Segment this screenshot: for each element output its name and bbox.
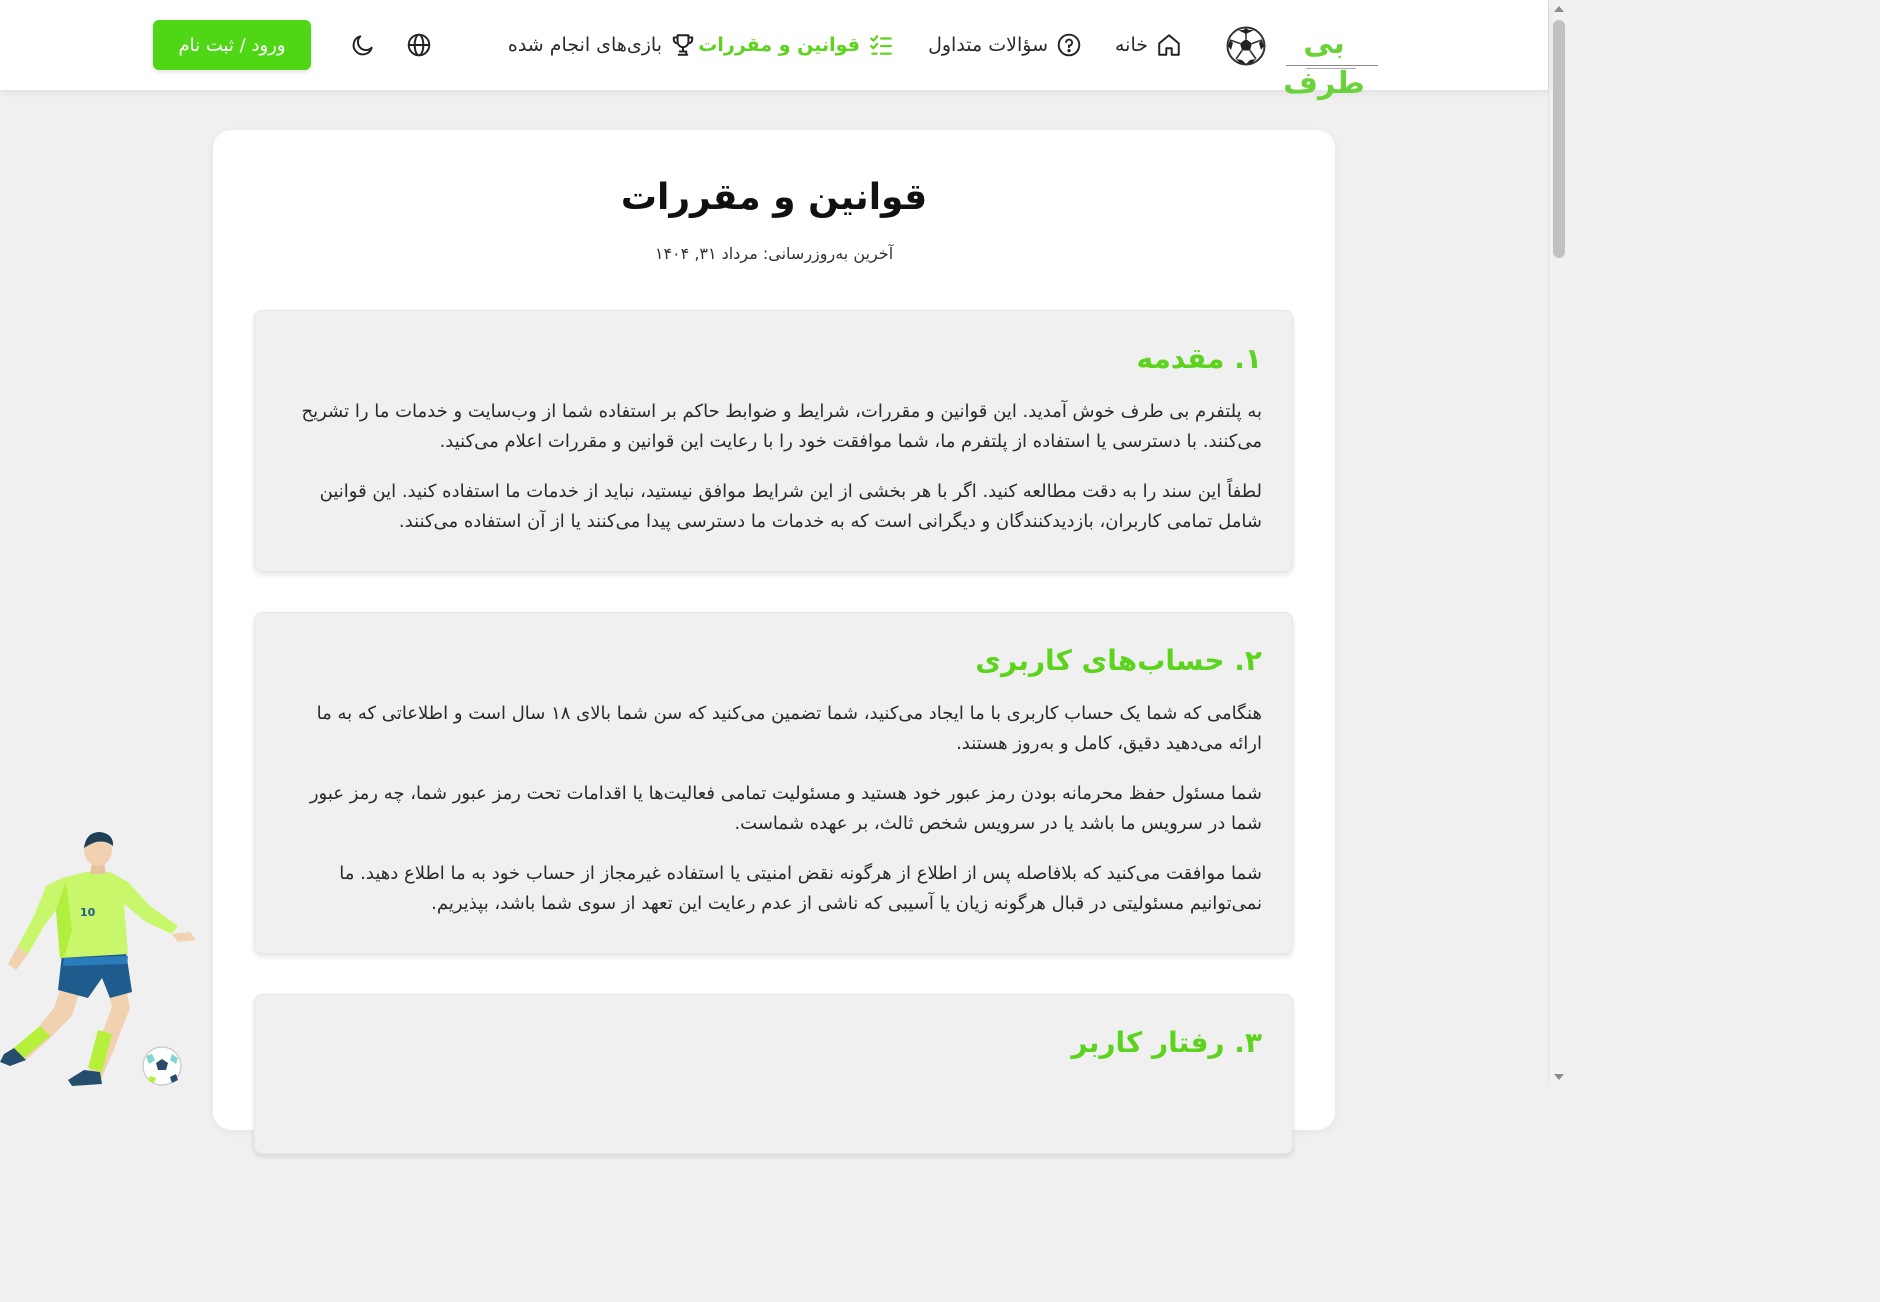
theme-toggle-button[interactable] xyxy=(348,30,378,60)
jersey-number: 10 xyxy=(80,906,96,919)
section-heading: ۳. رفتار کاربر xyxy=(1071,1026,1262,1059)
globe-icon xyxy=(406,32,432,58)
section-introduction xyxy=(254,310,1293,572)
section-paragraph: لطفاً این سند را به دقت مطالعه کنید. اگر با هر بخشی از این شرایط موافق نیستید، نباید از خدمات ما استفاده کنید. این قوانین شامل تمامی کاربران، بازدیدکنندگان و دیگرانی است که به خدمات ما دسترسی پیدا می‌کنند یا از آن استفاده می‌کنند. xyxy=(319,481,1262,532)
soccer-ball-icon xyxy=(143,1047,181,1085)
question-icon xyxy=(1056,32,1082,58)
soccer-player-illustration xyxy=(0,830,210,1086)
scrollbar-thumb[interactable] xyxy=(1553,20,1565,258)
nav-home[interactable] xyxy=(1108,28,1182,62)
scroll-up-arrow-icon[interactable] xyxy=(1554,6,1564,12)
section-paragraph: شما مسئول حفظ محرمانه بودن رمز عبور خود هستید و مسئولیت تمامی فعالیت‌ها یا اقدامات تحت رمز عبور شما، چه رمز عبور شما در سرویس ما باشد یا در سرویس شخص ثالث، بر عهده شماست. xyxy=(309,783,1262,834)
nav-played-games[interactable] xyxy=(500,28,696,62)
list-check-icon xyxy=(868,32,894,58)
nav-played-games-label: بازی‌های انجام شده xyxy=(507,34,662,56)
nav-rules[interactable] xyxy=(698,28,894,62)
speed-lines-icon xyxy=(1286,64,1378,70)
section-heading: ۱. مقدمه xyxy=(1136,342,1262,375)
home-icon xyxy=(1156,32,1182,58)
soccer-ball-icon xyxy=(1226,26,1266,66)
nav-faq-label: سؤالات متداول xyxy=(928,34,1048,56)
trophy-icon xyxy=(670,32,696,58)
login-register-button[interactable]: ورود / ثبت نام xyxy=(153,20,311,70)
nav-rules-label: قوانین و مقررات xyxy=(698,34,860,56)
section-paragraph: به پلتفرم بی طرف خوش آمدید. این قوانین و مقررات، شرایط و ضوابط حاکم بر استفاده شما از وب‌سایت و خدمات ما را تشریح می‌کنند. با دسترسی یا استفاده از پلتفرم ما، شما موافقت خود را با رعایت این قوانین و مقررات اعلام می‌کنید. xyxy=(301,401,1262,452)
terms-card xyxy=(213,130,1335,1130)
logo-text: بی طرف xyxy=(1283,26,1365,101)
logo[interactable] xyxy=(1226,20,1378,101)
language-button[interactable] xyxy=(404,30,434,60)
section-user-conduct xyxy=(254,994,1293,1154)
moon-icon xyxy=(350,32,376,58)
nav-faq[interactable] xyxy=(922,28,1082,62)
section-user-accounts xyxy=(254,612,1293,954)
scroll-down-arrow-icon[interactable] xyxy=(1554,1074,1564,1080)
last-updated: آخرین به‌روزرسانی: مرداد ۳۱, ۱۴۰۴ xyxy=(654,244,894,263)
vertical-scrollbar[interactable] xyxy=(1548,0,1568,1086)
top-header xyxy=(0,0,1548,101)
nav-home-label: خانه xyxy=(1114,34,1148,56)
section-paragraph: شما موافقت می‌کنید که بلافاصله پس از اطلاع از هرگونه نقض امنیتی یا استفاده غیرمجاز از حساب خود به ما اطلاع دهید. ما نمی‌توانیم مسئولیتی در قبال هرگونه زیان یا آسیبی که ناشی از عدم رعایت این تعهد از سوی شما باشد، بپذیریم. xyxy=(339,863,1262,914)
section-heading: ۲. حساب‌های کاربری xyxy=(975,644,1262,677)
page-title: قوانین و مقررات xyxy=(620,177,928,218)
section-paragraph: هنگامی که شما یک حساب کاربری با ما ایجاد می‌کنید، شما تضمین می‌کنید که سن شما بالای ۱۸ سال است و اطلاعاتی که به ما ارائه می‌دهید دقیق، کامل و به‌روز هستند. xyxy=(316,703,1262,754)
